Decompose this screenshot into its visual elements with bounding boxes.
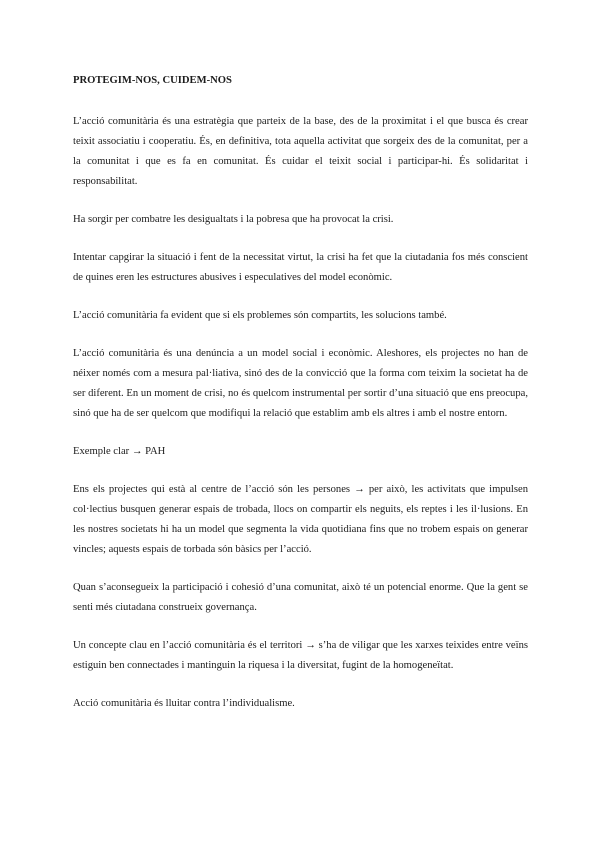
paragraph-6: Exemple clar → PAH: [73, 446, 166, 457]
paragraph-10: Acció comunitària és lluitar contra l’individualisme.: [73, 698, 295, 709]
document-title: PROTEGIM-NOS, CUIDEM-NOS: [73, 75, 232, 86]
paragraph-9: Un concepte clau en l’acció comunitària és el territori → s’ha de viligar que les xarxes teixides entre veïns estiguin ben connectades i mantinguin la riquesa i la diversitat, fugint de la homogeneïtat.: [73, 640, 528, 671]
paragraph-5: L’acció comunitària és una denúncia a un model social i econòmic. Aleshores, els projectes no han de néixer només com a mesura pal·liativa, sinó des de la convicció que la forma com teixim la societat ha de ser diferent. En un moment de crisi, no és quelcom instrumental per sortir d’una situació que ens preocupa, sinó que ha de ser quelcom que modifiqui la relació que establim amb els altres i amb el nostre entorn.: [73, 348, 528, 419]
paragraph-7: Ens els projectes qui està al centre de l’acció són les persones → per això, les activitats que impulsen col·lectius busquen generar espais de trobada, llocs on compartir els neguits, els reptes i les il·lusions. En les nostres societats hi ha un model que segmenta la vida quotidiana fins que no trobem espais on generar vincles; aquests espais de torbada són bàsics per l’acció.: [73, 484, 528, 555]
paragraph-2: Ha sorgir per combatre les desigualtats i la pobresa que ha provocat la crisi.: [73, 214, 394, 225]
paragraph-1: L’acció comunitària és una estratègia que parteix de la base, des de la proximitat i el que busca és crear teixit associatiu i cooperatiu. És, en definitiva, tota aquella activitat que sorgeix des de la comunitat, per a la comunitat i que es fa en comunitat. És cuidar el teixit social i participar-hi. És solidaritat i responsabilitat.: [73, 116, 528, 187]
paragraph-8: Quan s’aconsegueix la participació i cohesió d’una comunitat, això té un potencial enorme. Que la gent se senti més ciutadana construeix governança.: [73, 582, 528, 613]
paragraph-3: Intentar capgirar la situació i fent de la necessitat virtut, la crisi ha fet que la ciutadania fos més conscient de quines eren les estructures abusives i especulatives del model econòmic.: [73, 252, 528, 283]
paragraph-4: L’acció comunitària fa evident que si els problemes són compartits, les solucions també.: [73, 310, 447, 321]
